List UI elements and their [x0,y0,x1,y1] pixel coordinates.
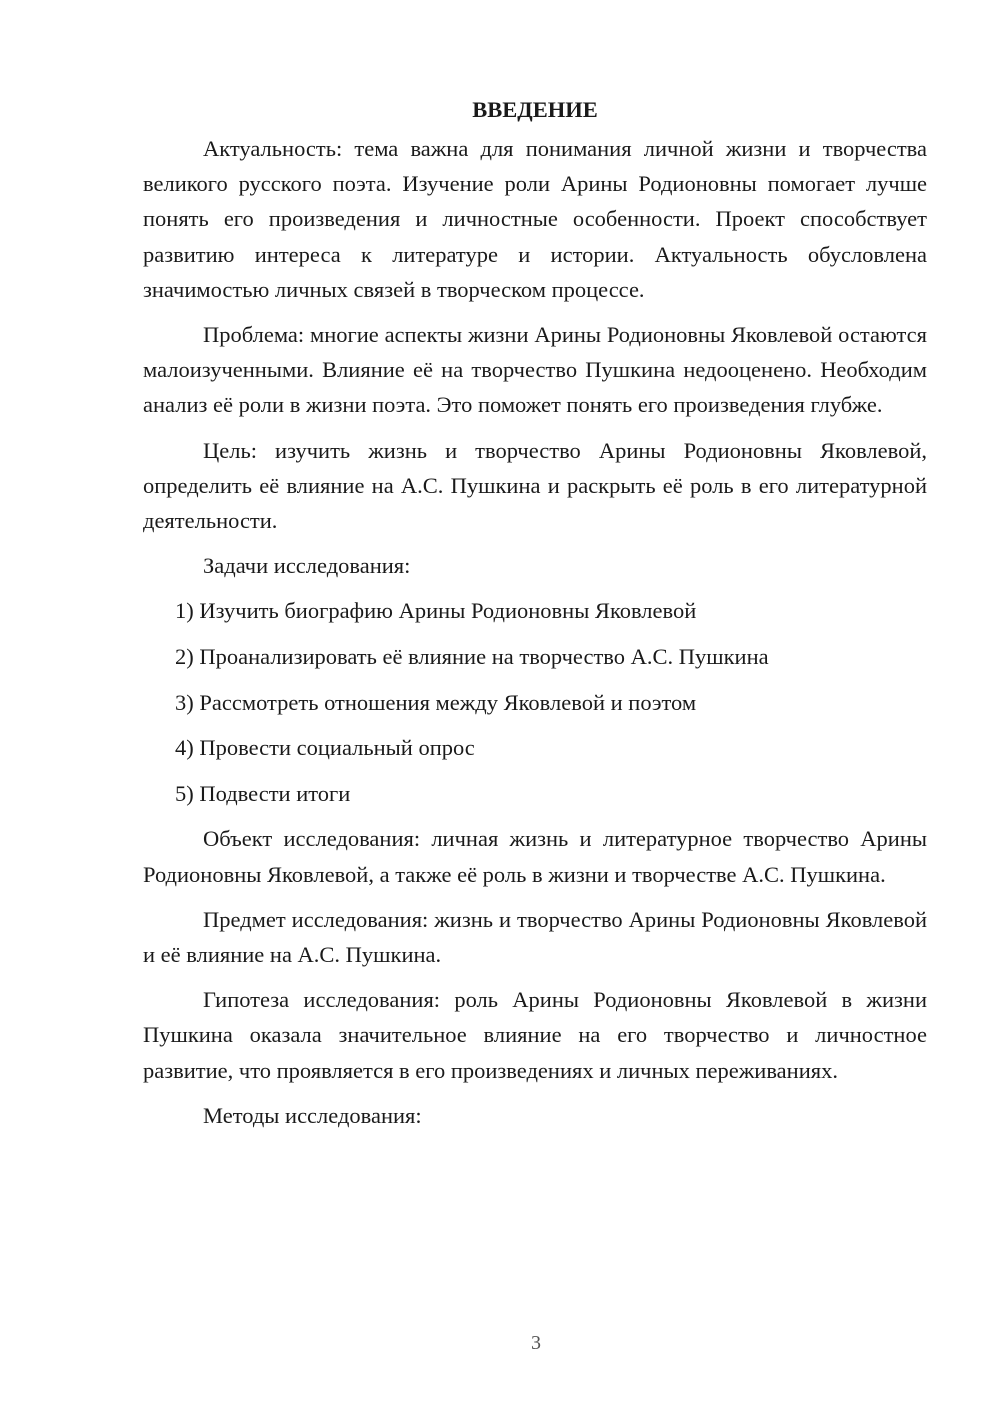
paragraph-methods-title: Методы исследования: [203,1102,422,1128]
list-item: 3) Рассмотреть отношения между Яковлевой и поэтом [175,689,697,715]
paragraph-object: Объект исследования: личная жизнь и литературное творчество Арины Родионовны Яковлевой, а также её роль в жизни и творчестве А.С. Пушкина. [143,826,927,887]
tasks-list [143,593,927,811]
section-heading: ВВЕДЕНИЕ [472,97,598,122]
paragraph-hypothesis: Гипотеза исследования: роль Арины Родионовны Яковлевой в жизни Пушкина оказала значительное влияние на его творчество и личностное развитие, что проявляется в его произведениях и личных переживаниях. [143,987,927,1083]
paragraph-problem: Проблема: многие аспекты жизни Арины Родионовны Яковлевой остаются малоизученными. Влияние её на творчество Пушкина недооценено. Необходим анализ её роли в жизни поэта. Это поможет понять его произведения глубже. [143,322,927,418]
paragraph-relevance: Актуальность: тема важна для понимания личной жизни и творчества великого русского поэта. Изучение роли Арины Родионовны помогает лучше понять его произведения и личностные особенности. Проект способствует развитию интереса к литературе и истории. Актуальность обусловлена значимостью личных связей в творческом процессе. [143,136,927,302]
page-number: 3 [531,1332,541,1354]
paragraph-subject: Предмет исследования: жизнь и творчество Арины Родионовны Яковлевой и её влияние на А.С. Пушкина. [143,906,927,968]
page-content [143,92,927,1143]
paragraph-goal: Цель: изучить жизнь и творчество Арины Родионовны Яковлевой, определить её влияние на А.С. Пушкина и раскрыть её роль в его литературной деятельности. [143,437,927,534]
list-item: 4) Провести социальный опрос [175,735,475,761]
list-item: 2) Проанализировать её влияние на творчество А.С. Пушкина [175,644,769,670]
list-item: 1) Изучить биографию Арины Родионовны Яковлевой [175,598,697,624]
paragraph-tasks-title: Задачи исследования: [203,553,411,579]
list-item: 5) Подвести итоги [175,780,351,806]
